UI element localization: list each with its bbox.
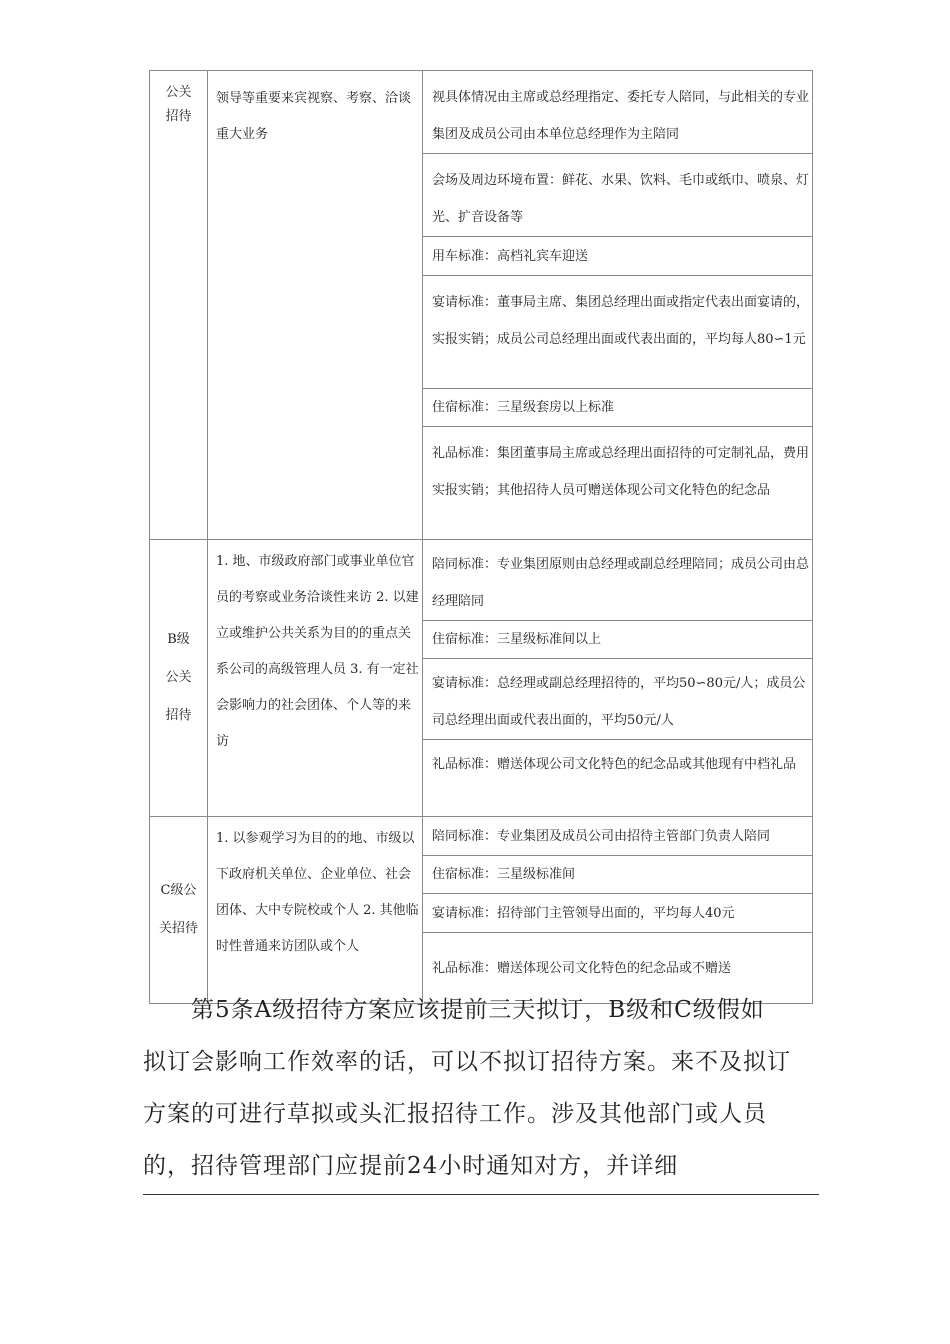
level-c-scope-cell (208, 817, 423, 1004)
level-a-standard-1: 视具体情况由主席或总经理指定、委托专人陪同，与此相关的专业集团及成员公司由本单位总经理作为主陪同 (432, 90, 810, 142)
standard-cell (423, 154, 813, 237)
standard-cell (423, 621, 813, 659)
standard-cell (423, 237, 813, 276)
standard-cell (423, 276, 813, 389)
level-a-standard-4: 宴请标准：董事局主席、集团总经理出面或指定代表出面宴请的，实报实销；成员公司总经理出面或代表出面的，平均每人80∽1元 (432, 295, 810, 347)
level-b-scope-cell (208, 540, 423, 817)
reception-standards-table (149, 70, 813, 1004)
standard-cell (423, 540, 813, 621)
table-row (150, 817, 813, 856)
level-c-standard-3: 宴请标准：招待部门主管领导出面的，平均每人40元 (432, 905, 735, 921)
level-c-label: C级公关招待 (158, 883, 198, 936)
level-a-standard-2: 会场及周边环境布置：鲜花、水果、饮料、毛巾或纸巾、喷泉、灯光、扩音设备等 (432, 173, 810, 225)
level-c-standard-2: 住宿标准：三星级标准间 (432, 867, 576, 882)
level-b-label-cell (150, 540, 208, 817)
standard-cell (423, 71, 813, 154)
article-5-line-2: 拟订会影响工作效率的话，可以不拟订招待方案。来不及拟订 (143, 1049, 791, 1075)
standard-cell (423, 894, 813, 933)
footer-divider (143, 1194, 819, 1195)
level-b-standard-3: 宴请标准：总经理或副总经理招待的，平均50∽80元/人；成员公司总经理出面或代表出面的，平均50元/人 (432, 676, 806, 728)
standard-cell (423, 427, 813, 540)
level-c-standard-1: 陪同标准：专业集团及成员公司由招待主管部门负责人陪同 (432, 828, 771, 844)
level-c-standard-4: 礼品标准：赠送体现公司文化特色的纪念品或不赠送 (432, 960, 732, 976)
level-a-label: 公关招待 (165, 85, 192, 124)
table-row (150, 71, 813, 154)
level-a-standard-3: 用车标准：高档礼宾车迎送 (432, 248, 589, 264)
level-a-scope-cell (208, 71, 423, 540)
standard-cell (423, 740, 813, 817)
level-b-scope: 1. 地、市级政府部门或事业单位官员的考察或业务洽谈性来访 2. 以建立或维护公共关系为目的的重点关系公司的高级管理人员 3. 有一定社会影响力的社会团体、个人等的来访 (216, 554, 419, 749)
level-b-standard-2: 住宿标准：三星级标准间以上 (432, 632, 602, 647)
table-row (150, 540, 813, 621)
level-c-label-cell (150, 817, 208, 1004)
standard-cell (423, 389, 813, 427)
level-b-standard-1: 陪同标准：专业集团原则由总经理或副总经理陪同；成员公司由总经理陪同 (432, 557, 810, 609)
level-a-standard-5: 住宿标准：三星级套房以上标准 (432, 400, 615, 415)
standard-cell (423, 856, 813, 894)
level-b-label: B级公关招待 (165, 632, 192, 723)
article-5-line-1: 第5条A级招待方案应该提前三天拟订，B级和C级假如 (191, 997, 765, 1023)
standard-cell (423, 659, 813, 740)
level-c-scope: 1. 以参观学习为目的的地、市级以下政府机关单位、企业单位、社会团体、大中专院校或个人 2. 其他临时性普通来访团队或个人 (216, 831, 419, 954)
article-5-line-3: 方案的可进行草拟或头汇报招待工作。涉及其他部门或人员 (143, 1101, 767, 1127)
level-a-standard-6: 礼品标准：集团董事局主席或总经理出面招待的可定制礼品，费用实报实销；其他招待人员可赠送体现公司文化特色的纪念品 (432, 446, 810, 498)
level-b-standard-4: 礼品标准：赠送体现公司文化特色的纪念品或其他现有中档礼品 (432, 757, 797, 772)
article-5-line-4: 的，招待管理部门应提前24小时通知对方，并详细 (143, 1153, 679, 1179)
level-a-label-cell (150, 71, 208, 540)
level-a-scope: 领导等重要来宾视察、考察、洽谈重大业务 (216, 91, 412, 142)
standard-cell (423, 817, 813, 856)
